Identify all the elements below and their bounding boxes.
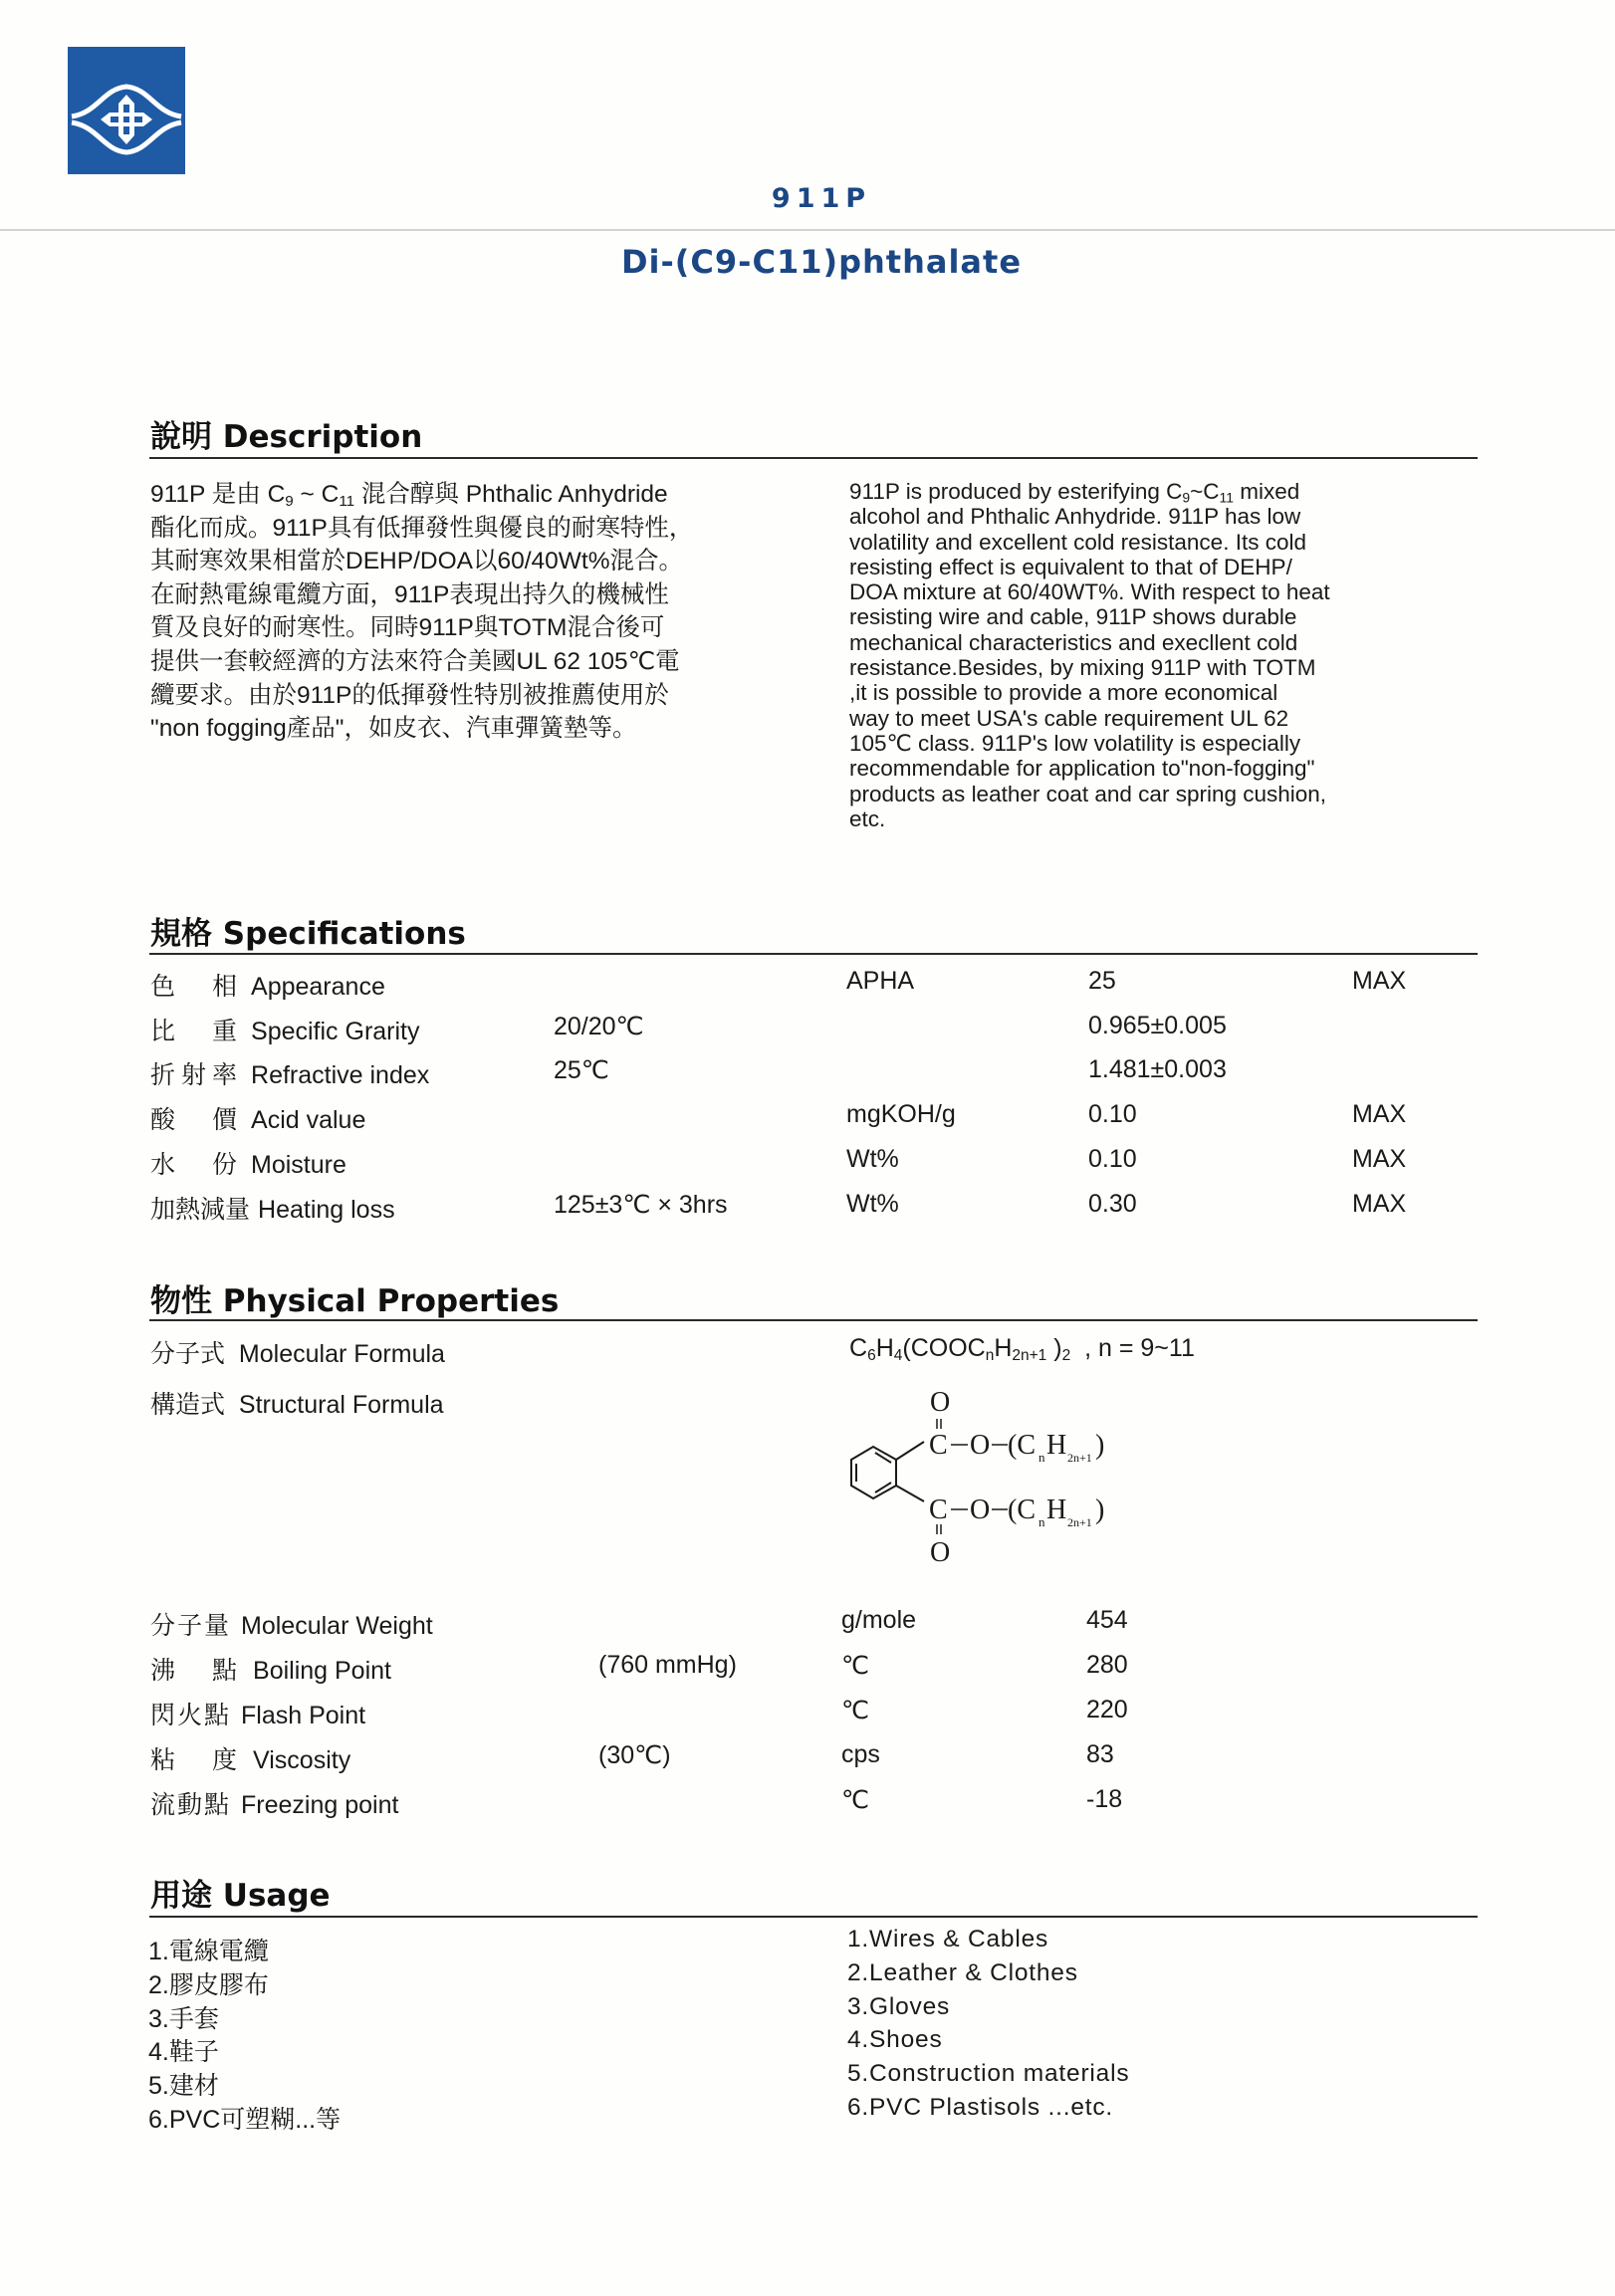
property-label-en: Flash Point xyxy=(241,1702,366,1729)
usage-item-en: 6.PVC Plastisols ...etc. xyxy=(847,2094,1114,2121)
description-en-line: recommendable for application to"non-fogging" xyxy=(849,756,1315,782)
property-unit: ℃ xyxy=(841,1652,870,1680)
description-en-line: mechanical characteristics and execllent cold xyxy=(849,629,1298,655)
property-label-zh: 沸 點 xyxy=(150,1657,244,1685)
property-label xyxy=(150,1606,433,1642)
usage-item-zh: 6.PVC可塑糊...等 xyxy=(148,2106,342,2134)
label-en: Molecular Formula xyxy=(238,1340,445,1368)
spec-label-en: Acid value xyxy=(251,1106,366,1134)
physical-properties-heading-zh: 物性 xyxy=(150,1283,212,1319)
usage-item-zh: 1.電線電纜 xyxy=(148,1938,269,1965)
usage-item-zh: 3.手套 xyxy=(148,2004,219,2033)
subscript: 9 xyxy=(285,492,294,510)
spec-condition: 125±3℃ × 3hrs xyxy=(554,1191,728,1219)
spec-label xyxy=(150,967,385,1003)
property-label-en: Boiling Point xyxy=(253,1657,391,1685)
description-zh xyxy=(150,478,798,746)
chain-h-lower: H xyxy=(1046,1494,1067,1525)
text-segment: mixed xyxy=(1233,479,1300,504)
spec-value: 0.10 xyxy=(1088,1145,1137,1173)
spec-value: 1.481±0.003 xyxy=(1088,1055,1227,1083)
description-zh-line: 酯化而成。911P具有低揮發性與優良的耐寒特性， xyxy=(150,514,694,542)
description-en-line: volatility and excellent cold resistance. Its cold xyxy=(849,529,1306,555)
property-row xyxy=(0,1740,1615,1780)
property-row xyxy=(0,1785,1615,1825)
usage-heading-zh: 用途 xyxy=(150,1878,212,1914)
row-label xyxy=(150,1334,445,1370)
spec-unit: Wt% xyxy=(846,1145,899,1173)
molecular-formula xyxy=(849,1334,1195,1363)
row-label xyxy=(150,1385,444,1421)
usage-item-en: 1.Wires & Cables xyxy=(847,1926,1049,1952)
property-row xyxy=(0,1696,1615,1735)
subscript: 11 xyxy=(1219,489,1234,506)
description-en xyxy=(849,479,1497,831)
spec-label xyxy=(150,1012,420,1047)
spec-value: 25 xyxy=(1088,967,1116,995)
spec-row xyxy=(0,1190,1615,1230)
description-en-line: resisting effect is equivalent to that of DEHP/ xyxy=(849,554,1292,579)
spec-row xyxy=(0,967,1615,1007)
description-zh-line: 纜要求。由於911P的低揮發性特別被推薦使用於 xyxy=(150,681,669,709)
description-zh-line: 在耐熱電線電纜方面，911P表現出持久的機械性 xyxy=(150,580,669,608)
property-unit: g/mole xyxy=(841,1606,917,1634)
text-segment: 混合醇與 Phthalic Anhydride xyxy=(354,481,668,508)
usage-item-zh: 5.建材 xyxy=(148,2072,219,2101)
spec-value: 0.10 xyxy=(1088,1100,1137,1128)
property-unit: cps xyxy=(841,1740,880,1768)
spec-row xyxy=(0,1145,1615,1185)
spec-unit: mgKOH/g xyxy=(846,1100,956,1128)
chain-n-lower: n xyxy=(1038,1514,1045,1529)
chain-sub-upper: 2n+1 xyxy=(1067,1451,1092,1465)
description-en-line: products as leather coat and car spring cushion, xyxy=(849,781,1327,806)
description-heading xyxy=(150,411,422,456)
description-zh-line: 質及良好的耐寒性。同時911P與TOTM混合後可 xyxy=(150,614,665,642)
spec-label-zh: 比 重 xyxy=(150,1018,244,1045)
specifications-divider xyxy=(149,953,1478,955)
physical-properties-heading xyxy=(150,1275,559,1320)
spec-label-en: Appearance xyxy=(251,973,385,1001)
specifications-heading-en: Specifications xyxy=(222,916,466,952)
description-zh-line: 其耐寒效果相當於DEHP/DOA以60/40Wt%混合。 xyxy=(150,548,683,575)
spec-label-zh: 色 相 xyxy=(150,973,244,1001)
formula-segment: (COOC xyxy=(902,1334,986,1362)
property-label xyxy=(150,1740,350,1776)
spec-condition: 20/20℃ xyxy=(554,1013,644,1040)
spec-unit: APHA xyxy=(846,967,915,995)
property-label-en: Freezing point xyxy=(241,1791,399,1819)
chain-c-lower: (C xyxy=(1008,1494,1036,1525)
corporate-emblem-icon xyxy=(68,47,185,174)
spec-row xyxy=(0,1100,1615,1140)
usage-item-en: 5.Construction materials xyxy=(847,2060,1130,2088)
property-label xyxy=(150,1785,398,1821)
property-value: -18 xyxy=(1086,1785,1123,1813)
description-zh-line: "non fogging產品"，如皮衣、汽車彈簧墊等。 xyxy=(150,715,637,743)
property-row xyxy=(0,1651,1615,1691)
formula-segment: C xyxy=(849,1334,868,1362)
structural-formula-row xyxy=(0,1385,1615,1425)
spec-label-en: Moisture xyxy=(251,1151,346,1179)
usage-item-en: 2.Leather & Clothes xyxy=(847,1958,1078,1986)
formula-segment: H xyxy=(875,1334,894,1362)
property-unit: ℃ xyxy=(841,1697,870,1724)
property-condition: (30℃) xyxy=(598,1741,671,1769)
property-label xyxy=(150,1696,365,1731)
spec-value: 0.30 xyxy=(1088,1190,1137,1218)
spec-label-zh: 折射率 xyxy=(150,1061,244,1089)
property-unit: ℃ xyxy=(841,1786,870,1814)
label-zh: 分子式 xyxy=(150,1340,226,1368)
spec-limit: MAX xyxy=(1352,967,1407,995)
property-condition: (760 mmHg) xyxy=(598,1651,737,1679)
usage-item-zh: 4.鞋子 xyxy=(148,2038,219,2067)
chain-n-upper: n xyxy=(1038,1450,1045,1465)
spec-label-en: Specific Grarity xyxy=(251,1018,420,1045)
formula-subscript: n xyxy=(985,1346,995,1364)
chain-close-lower: ) xyxy=(1095,1494,1105,1525)
spec-condition: 25℃ xyxy=(554,1056,609,1084)
description-heading-en: Description xyxy=(222,419,423,455)
spec-limit: MAX xyxy=(1352,1190,1407,1218)
usage-item-en: 3.Gloves xyxy=(847,1992,951,2020)
spec-label xyxy=(150,1055,429,1091)
spec-value: 0.965±0.005 xyxy=(1088,1012,1227,1039)
atom-o-upper: O xyxy=(930,1387,951,1418)
chain-sub-lower: 2n+1 xyxy=(1067,1515,1092,1529)
property-label-en: Viscosity xyxy=(253,1746,351,1774)
description-zh-line: 提供一套較經濟的方法來符合美國UL 62 105℃電 xyxy=(150,647,680,675)
spec-label xyxy=(150,1145,346,1181)
usage-item-zh: 2.膠皮膠布 xyxy=(148,1970,269,1999)
molecular-formula-row xyxy=(0,1334,1615,1374)
text-segment: ~C xyxy=(1190,479,1220,504)
spec-label-zh: 加熱減量 xyxy=(150,1196,251,1224)
formula-segment: , n = 9~11 xyxy=(1070,1334,1195,1362)
property-label-zh: 粘 度 xyxy=(150,1746,244,1774)
description-zh-line xyxy=(150,478,798,512)
spec-unit: Wt% xyxy=(846,1190,899,1218)
product-name: Di-(C9-C11)phthalate xyxy=(620,243,1023,281)
bond-lower xyxy=(896,1486,924,1501)
description-en-line: way to meet USA's cable requirement UL 62 xyxy=(849,705,1289,731)
atom-c-lower: C xyxy=(929,1494,948,1525)
property-value: 454 xyxy=(1086,1606,1128,1634)
formula-segment: ) xyxy=(1046,1334,1062,1362)
property-row xyxy=(0,1606,1615,1646)
company-logo xyxy=(68,47,185,174)
property-label-zh: 分子量 xyxy=(150,1612,232,1640)
description-en-line: 105℃ class. 911P's low volatility is especially xyxy=(849,730,1301,756)
description-en-line xyxy=(849,479,1497,504)
formula-subscript: 2 xyxy=(1061,1346,1071,1364)
specifications-heading-zh: 規格 xyxy=(150,916,212,952)
formula-subscript: 6 xyxy=(867,1346,876,1364)
chain-c-upper: (C xyxy=(1008,1430,1036,1461)
text-segment: ~ C xyxy=(293,481,340,508)
property-value: 83 xyxy=(1086,1740,1114,1768)
description-heading-zh: 說明 xyxy=(150,419,212,455)
usage-item-en: 4.Shoes xyxy=(847,2026,943,2054)
spec-label-en: Heating loss xyxy=(258,1196,395,1224)
formula-subscript: 2n+1 xyxy=(1012,1346,1047,1364)
atom-o-ester-upper: O xyxy=(970,1430,991,1461)
property-value: 220 xyxy=(1086,1696,1128,1723)
property-label-en: Molecular Weight xyxy=(241,1612,433,1640)
spec-limit: MAX xyxy=(1352,1145,1407,1173)
formula-subscript: 4 xyxy=(893,1346,903,1364)
label-en: Structural Formula xyxy=(238,1391,444,1419)
label-zh: 構造式 xyxy=(150,1391,226,1419)
physical-properties-divider xyxy=(149,1319,1478,1321)
description-divider xyxy=(149,457,1478,459)
property-value: 280 xyxy=(1086,1651,1128,1679)
spec-label xyxy=(150,1100,365,1136)
description-en-line: DOA mixture at 60/40WT%. With respect to heat xyxy=(849,579,1330,605)
spec-row xyxy=(0,1055,1615,1095)
chain-close-upper: ) xyxy=(1095,1430,1105,1461)
description-en-line: ,it is possible to provide a more economical xyxy=(849,680,1278,706)
spec-limit: MAX xyxy=(1352,1100,1407,1128)
spec-row xyxy=(0,1012,1615,1051)
header-divider xyxy=(0,229,1615,231)
spec-label-zh: 水 份 xyxy=(150,1151,244,1179)
formula-segment: H xyxy=(994,1334,1013,1362)
description-en-line: alcohol and Phthalic Anhydride. 911P has low xyxy=(849,504,1301,530)
subscript: 11 xyxy=(339,492,355,510)
description-en-line: etc. xyxy=(849,805,886,831)
specifications-heading xyxy=(150,908,466,953)
description-en-line: resistance.Besides, by mixing 911P with TOTM xyxy=(849,655,1316,681)
property-label-zh: 閃火點 xyxy=(150,1702,232,1729)
atom-c-upper: C xyxy=(929,1430,948,1461)
usage-heading xyxy=(150,1870,331,1915)
benzene-ring xyxy=(851,1447,896,1498)
text-segment: 911P 是由 C xyxy=(150,481,286,508)
physical-properties-heading-en: Physical Properties xyxy=(222,1283,560,1319)
subscript: 9 xyxy=(1182,489,1191,506)
atom-o-lower: O xyxy=(930,1537,951,1568)
atom-o-ester-lower: O xyxy=(970,1494,991,1525)
spec-label-zh: 酸 價 xyxy=(150,1106,244,1134)
chain-h-upper: H xyxy=(1046,1430,1067,1461)
property-label xyxy=(150,1651,391,1687)
usage-heading-en: Usage xyxy=(222,1878,331,1914)
description-en-line: resisting wire and cable, 911P shows durable xyxy=(849,604,1297,630)
spec-label-en: Refractive index xyxy=(251,1061,430,1089)
usage-divider xyxy=(149,1916,1478,1918)
property-label-zh: 流動點 xyxy=(150,1791,232,1819)
structural-formula-diagram xyxy=(846,1384,1165,1578)
product-code: 911P xyxy=(771,183,872,214)
spec-label xyxy=(150,1190,395,1226)
text-segment: 911P is produced by esterifying C xyxy=(849,479,1183,504)
bond-upper xyxy=(896,1442,924,1460)
